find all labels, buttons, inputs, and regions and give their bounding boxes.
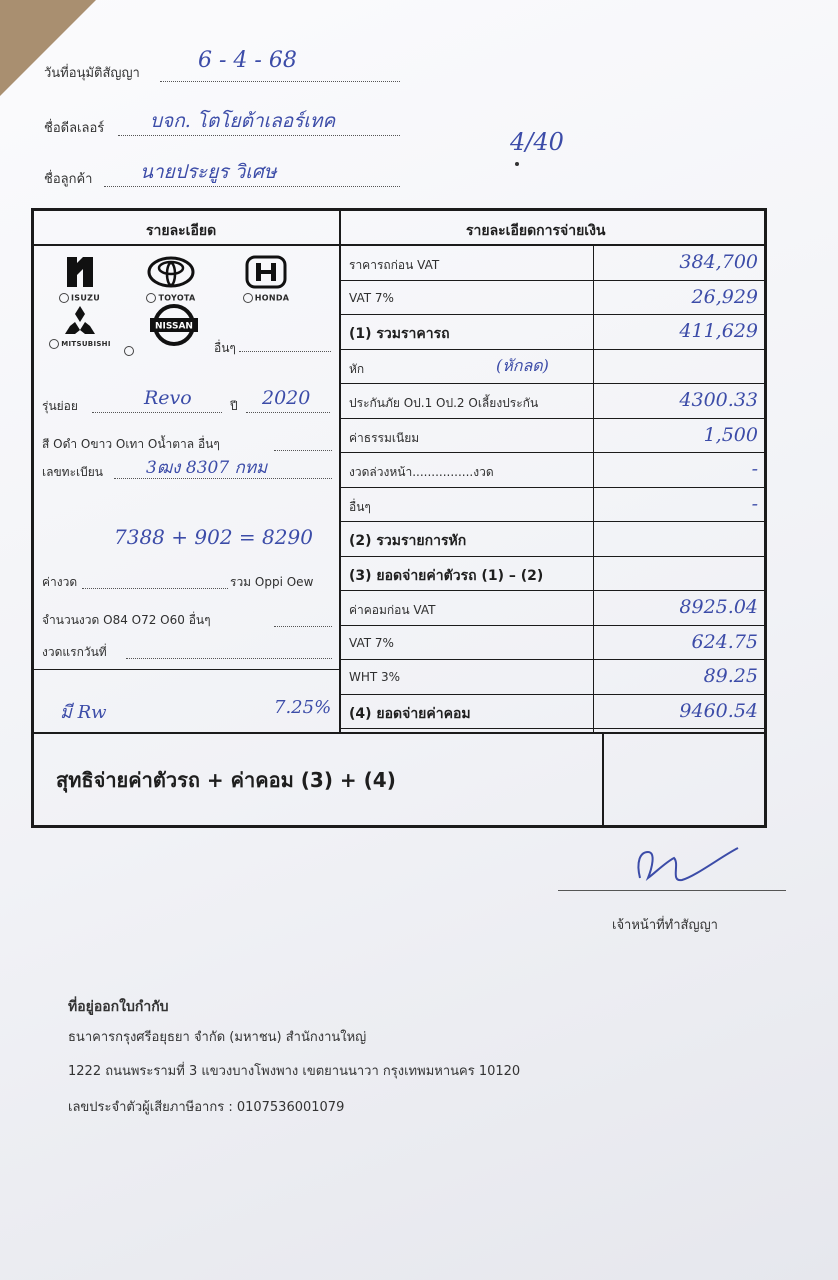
brand-honda-name: HONDA [254, 293, 290, 303]
row-label: (3) ยอดจ่ายค่าตัวรถ (1) – (2) [349, 567, 544, 584]
term-options[interactable]: จำนวนงวด O84 O72 O60 อื่นๆ [42, 613, 211, 627]
approval-date-label: วันที่อนุมัติสัญญา [44, 66, 140, 81]
row-label: (1) รวมราคารถ [349, 326, 450, 342]
row-separator [341, 556, 764, 557]
row-label: ประกันภัย Oป.1 Oป.2 Oเลี้ยงประกัน [349, 396, 539, 410]
row-value: - [751, 492, 758, 515]
term-line [274, 625, 332, 627]
plate-label: เลขทะเบียน [42, 465, 103, 479]
heading-separator [34, 244, 764, 246]
honda-icon [244, 255, 288, 289]
row-value: 26,929 [691, 285, 758, 308]
row-label: (2) รวมรายการหัก [349, 533, 467, 549]
left-bottom-separator [34, 669, 339, 670]
installment-calc: 7388 + 902 = 8290 [114, 525, 313, 549]
approval-date-value: 6 - 4 - 68 [198, 48, 297, 73]
row-value: 1,500 [703, 423, 758, 446]
row-label: อื่นๆ [349, 499, 371, 514]
row-label: VAT 7% [349, 635, 394, 650]
signature-line [558, 890, 786, 891]
rate-note-right: 7.25% [274, 697, 332, 718]
billing-line-1: ธนาคารกรุงศรีอยุธยา จำกัด (มหาชน) สำนักงานใหญ่ [68, 1030, 367, 1045]
color-options[interactable]: สี Oดำ Oขาว Oเทา Oน้ำตาล อื่นๆ [42, 437, 220, 451]
model-value: Revo [144, 387, 192, 409]
model-label: รุ่นย่อย [42, 399, 78, 413]
first-due-label: งวดแรกวันที่ [42, 645, 107, 659]
row-label: WHT 3% [349, 670, 401, 684]
billing-line-3: เลขประจำตัวผู้เสียภาษีอากร : 0107536001079 [68, 1100, 345, 1115]
billing-heading: ที่อยู่ออกใบกำกับ [68, 999, 169, 1015]
brand-mitsubishi[interactable] [44, 305, 116, 349]
signature-caption: เจ้าหน้าที่ทำสัญญา [612, 918, 718, 933]
svg-text:NISSAN: NISSAN [155, 321, 193, 332]
row-value: 4300.33 [679, 389, 758, 411]
billing-line-2: 1222 ถนนพระรามที่ 3 แขวงบางโพงพาง เขตยานนาวา กรุงเทพมหานคร 10120 [68, 1064, 521, 1079]
handwritten-note: 4/40 [510, 128, 564, 156]
row-separator [341, 418, 764, 419]
row-separator [341, 349, 764, 350]
row-separator [341, 487, 764, 488]
row-label: (4) ยอดจ่ายค่าคอม [349, 705, 471, 722]
row-separator [341, 659, 764, 660]
brand-toyota-name: TOYOTA [158, 293, 196, 303]
customer-row [44, 168, 92, 189]
customer-value: นายประยูร วิเศษ [140, 161, 277, 183]
row-value: 89.25 [703, 665, 758, 687]
row-value: 8925.04 [679, 596, 758, 618]
dealer-row [44, 117, 104, 138]
right-heading: รายละเอียดการจ่ายเงิน [466, 223, 606, 239]
payment-form [31, 208, 767, 828]
year-label: ปี [230, 399, 238, 413]
brand-mitsubishi-name: MITSUBISHI [61, 340, 111, 348]
row-separator [341, 625, 764, 626]
row-separator [341, 280, 764, 281]
row-separator [341, 521, 764, 522]
row-value: 411,629 [679, 320, 758, 342]
row-separator [341, 452, 764, 453]
brand-nissan[interactable] [134, 303, 214, 351]
row-value: 9460.54 [679, 699, 758, 722]
model-line [92, 411, 222, 413]
left-heading: รายละเอียด [146, 223, 217, 239]
nissan-icon [146, 303, 202, 347]
row-separator [341, 383, 764, 384]
row-label: ค่าคอมก่อน VAT [349, 603, 436, 617]
rate-note-left: มี Rw [60, 702, 107, 723]
row-label: VAT 7% [349, 290, 394, 305]
ink-dot [515, 162, 519, 166]
customer-label: ชื่อลูกค้า [44, 172, 93, 187]
row-separator [341, 590, 764, 591]
row-value: - [751, 458, 758, 480]
total-separator [34, 732, 764, 734]
other-brand [214, 339, 331, 358]
row-note: (หักลด) [496, 355, 549, 375]
approval-date-row [44, 62, 140, 83]
net-total-label: สุทธิจ่ายค่าตัวรถ + ค่าคอม (3) + (4) [56, 768, 396, 792]
mitsubishi-icon [62, 305, 98, 335]
color-line [274, 449, 332, 451]
nissan-radio[interactable] [124, 346, 134, 356]
approval-date-line [160, 80, 400, 82]
installment-suffix: รวม Oppi Oew [230, 575, 314, 589]
installment-label: ค่างวด [42, 575, 78, 589]
other-brand-label: อื่นๆ [214, 341, 236, 355]
row-separator [341, 314, 764, 315]
row-label: งวดล่วงหน้า................งวด [349, 465, 494, 479]
plate-value: 3ฒง 8307 กทม [146, 458, 268, 478]
brand-isuzu-name: ISUZU [70, 293, 101, 303]
brand-honda[interactable] [230, 255, 302, 303]
brand-isuzu[interactable] [52, 255, 107, 303]
row-separator [341, 694, 764, 695]
brand-toyota[interactable] [132, 255, 210, 303]
row-value: 624.75 [691, 630, 758, 653]
toyota-icon [146, 255, 196, 289]
isuzu-icon [65, 255, 95, 289]
row-value: 384,700 [679, 251, 758, 273]
year-line [246, 411, 330, 413]
row-label: หัก [349, 361, 365, 376]
installment-line [82, 587, 228, 589]
first-due-line [126, 657, 332, 659]
dealer-label: ชื่อดีลเลอร์ [44, 121, 105, 136]
dealer-value: บจก. โตโยต้าเลอร์เทค [150, 110, 336, 132]
row-label: ค่าธรรมเนียม [349, 430, 420, 445]
year-value: 2020 [262, 387, 311, 409]
panel-divider [339, 211, 341, 733]
total-divider [602, 733, 604, 828]
row-separator [341, 728, 764, 729]
signature-mark [626, 842, 746, 892]
row-label: ราคารถก่อน VAT [349, 258, 440, 272]
